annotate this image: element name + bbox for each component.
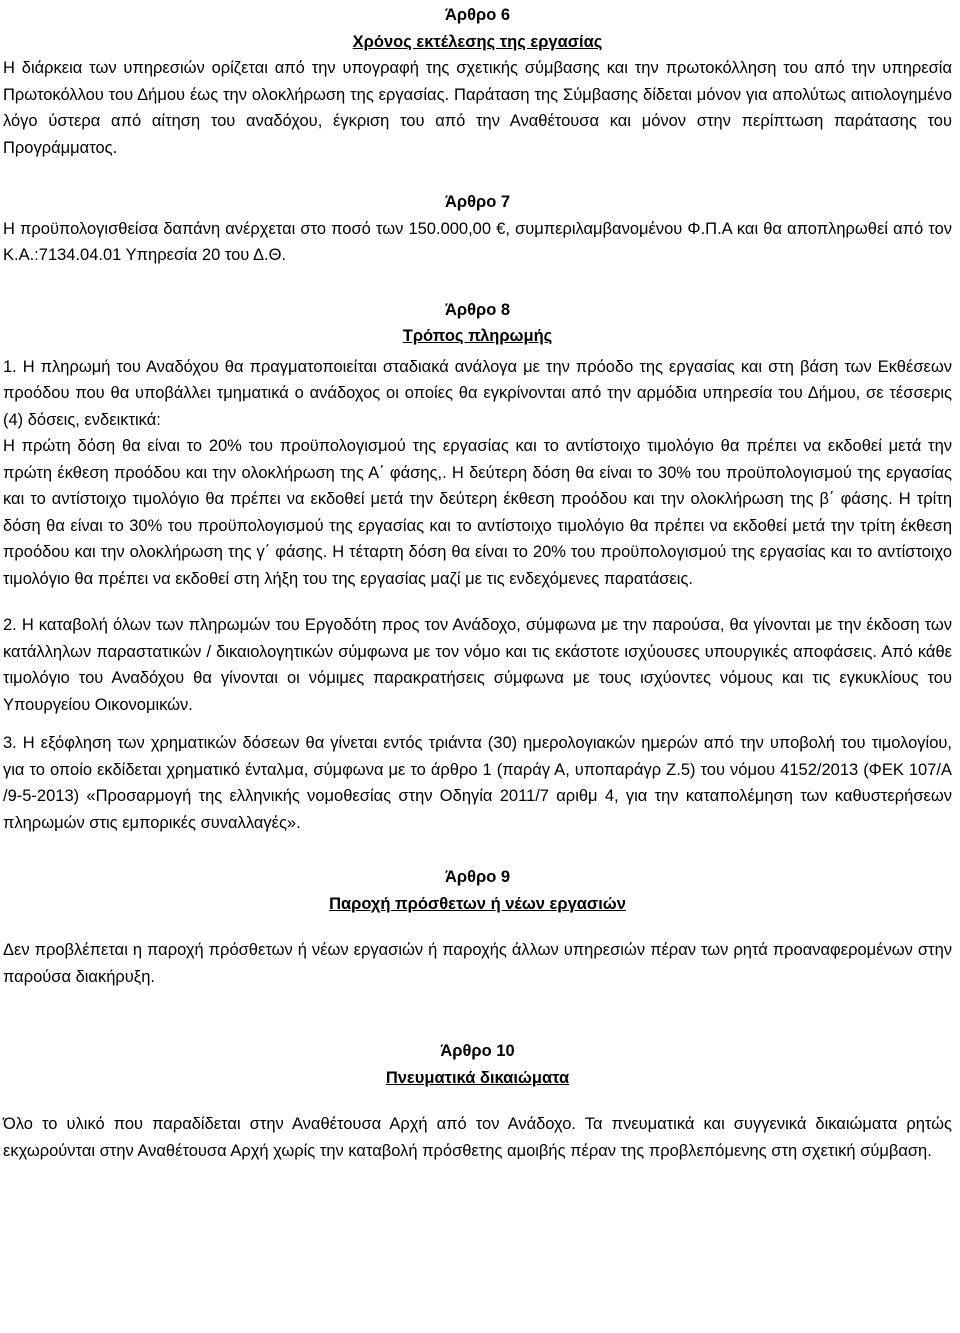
- article-8-title: Άρθρο 8: [444, 300, 511, 319]
- article-6-paragraph: Η διάρκεια των υπηρεσιών ορίζεται από την υπογραφή της σχετικής σύμβασης και την πρωτοκόλληση του από την υπηρεσία Πρωτοκόλλου του Δήμου έως την ολοκλήρωση της εργασίας. Παράταση της Σύμβασης δίδεται μόνον για απολύτως αιτιολογημένο λόγο ύστερα από αίτηση του αναδόχου, έγκριση του από την Αναθέτουσα και μόνον στην περίπτωση παράτασης του Προγράμματος.: [3, 59, 952, 157]
- article-9-subtitle: Παροχή πρόσθετων ή νέων εργασιών: [329, 894, 626, 913]
- article-8-subtitle: Τρόπος πληρωμής: [402, 327, 553, 345]
- article-10-title: Άρθρο 10: [440, 1042, 515, 1060]
- article-7-title: Άρθρο 7: [444, 193, 511, 211]
- article-8-paragraph-3: 3. Η εξόφληση των χρηματικών δόσεων θα γίνεται εντός τριάντα (30) ημερολογιακών ημερών από την υποβολή του τιμολογίου, για το οποίο εκδίδεται χρηματικό ένταλμα, σύμφωνα με το άρθρο 1 (παράγ Α, υποπαράγρ Ζ.5) του νόμου 4152/2013 (ΦΕΚ 107/Α /9-5-2013) «Προσαρμογή της ελληνικής νομοθεσίας στην Οδηγία 2011/7 αριθμ 4, για την καταπολέμηση των καθυστερήσεων πληρωμών στις εμπορικές συναλλαγές».: [3, 734, 952, 832]
- article-6-title: Άρθρο 6: [444, 6, 511, 24]
- article-9-title: Άρθρο 9: [444, 868, 511, 886]
- article-10-subtitle: Πνευματικά δικαιώματα: [385, 1068, 570, 1087]
- article-8-paragraph-2: 2. Η καταβολή όλων των πληρωμών του Εργοδότη προς τον Ανάδοχο, σύμφωνα με την παρούσα, θα γίνονται με την έκδοση των κατάλληλων παραστατικών / δικαιολογητικών σύμφωνα με τον νόμο και τις εκάστοτε ισχύουσες υπουργικές αποφάσεις. Από κάθε τιμολόγιο του Αναδόχου θα γίνονται οι νόμιμες παρακρατήσεις σύμφωνα με τους ισχύοντες νόμους και τις εγκυκλίους του Υπουργείου Οικονομικών.: [3, 616, 952, 714]
- article-9-paragraph: Δεν προβλέπεται η παροχή πρόσθετων ή νέων εργασιών ή παροχής άλλων υπηρεσιών πέραν των ρητά προαναφερομένων στην παρούσα διακήρυξη.: [3, 941, 952, 986]
- article-8-paragraph-1: 1. Η πληρωμή του Αναδόχου θα πραγματοποιείται σταδιακά ανάλογα με την πρόοδο της εργασίας και στη βάση των Εκθέσεων προόδου που θα υποβάλλει τμηματικά ο ανάδοχος οι οποίες θα εγκρίνονται από την αρμόδια υπηρεσία του Δήμου, σε τέσσερις (4) δόσεις, ενδεικτικά:: [3, 357, 952, 429]
- article-6-subtitle: Χρόνος εκτέλεσης της εργασίας: [352, 32, 603, 51]
- article-7-paragraph: Η προϋπολογισθείσα δαπάνη ανέρχεται στο ποσό των 150.000,00 €, συμπεριλαμβανομένου Φ.Π.Α και θα αποπληρωθεί από τον Κ.Α.:7134.04.01 Υπηρεσία 20 του Δ.Θ.: [3, 219, 952, 264]
- article-10-paragraph: Όλο το υλικό που παραδίδεται στην Αναθέτουσα Αρχή από τον Ανάδοχο. Τα πνευματικά και συγγενικά δικαιώματα ρητώς εκχωρούνται στην Αναθέτουσα Αρχή χωρίς την καταβολή πρόσθετης αμοιβής πέραν της προβλεπόμενης στη σχετική σύμβαση.: [3, 1115, 952, 1160]
- article-8-paragraph-1-installments: Η πρώτη δόση θα είναι το 20% του προϋπολογισμού της εργασίας και το αντίστοιχο τιμολόγιο θα πρέπει να εκδοθεί μετά την πρώτη έκθεση προόδου και την ολοκλήρωση της Α΄ φάσης,. Η δεύτερη δόση θα είναι το 30% του προϋπολογισμού της εργασίας και το αντίστοιχο τιμολόγιο θα πρέπει να εκδοθεί μετά την δεύτερη έκθεση προόδου και την ολοκλήρωση της β΄ φάσης. Η τρίτη δόση θα είναι το 30% του προϋπολογισμού της εργασίας και το αντίστοιχο τιμολόγιο θα πρέπει να εκδοθεί μετά την τρίτη έκθεση προόδου και την ολοκλήρωση της γ΄ φάσης. Η τέταρτη δόση θα είναι το 20% του προϋπολογισμού της εργασίας και το αντίστοιχο τιμολόγιο θα πρέπει να εκδοθεί στη λήξη του της εργασίας μαζί με τις ενδεχόμενες παρατάσεις.: [3, 437, 952, 588]
